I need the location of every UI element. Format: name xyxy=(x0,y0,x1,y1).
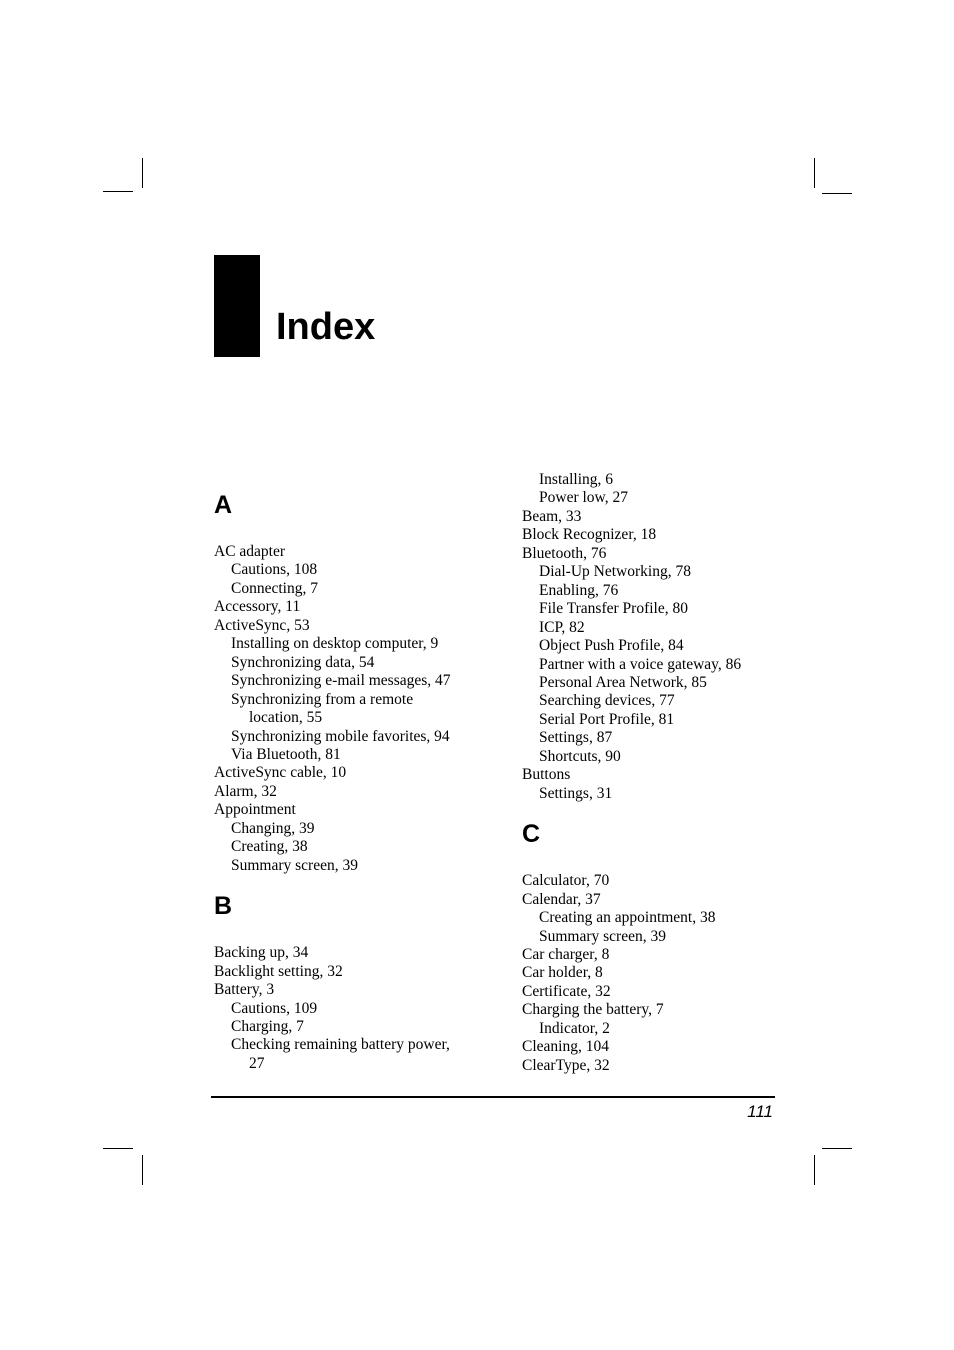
crop-mark xyxy=(142,1155,143,1185)
index-entry: Charging, 7 xyxy=(231,1017,304,1035)
index-entry: Accessory, 11 xyxy=(214,598,301,616)
index-entry: Searching devices, 77 xyxy=(539,692,675,710)
index-entry: Enabling, 76 xyxy=(539,581,619,599)
crop-mark xyxy=(814,158,815,188)
index-section xyxy=(522,819,812,1075)
index-entry: Summary screen, 39 xyxy=(231,856,358,874)
index-entry: Settings, 87 xyxy=(539,729,613,747)
index-column-left xyxy=(214,490,504,1089)
index-entry: Indicator, 2 xyxy=(539,1019,610,1037)
index-entry: Cautions, 108 xyxy=(231,561,318,579)
index-entry: Buttons xyxy=(522,766,571,784)
index-entry: location, 55 xyxy=(249,709,323,727)
index-entry: ICP, 82 xyxy=(539,618,585,636)
index-entry: Installing on desktop computer, 9 xyxy=(231,635,439,653)
index-entry: Via Bluetooth, 81 xyxy=(231,745,341,763)
crop-mark xyxy=(103,191,133,192)
index-entry: Object Push Profile, 84 xyxy=(539,637,684,655)
index-entry: Cautions, 109 xyxy=(231,999,318,1017)
chapter-marker-block xyxy=(214,255,260,357)
crop-mark xyxy=(822,1148,852,1149)
index-entry: Battery, 3 xyxy=(214,981,275,999)
index-entry: Car holder, 8 xyxy=(522,964,603,982)
index-entry: Synchronizing data, 54 xyxy=(231,653,375,671)
footer-rule xyxy=(211,1096,775,1098)
index-entry: Synchronizing from a remote xyxy=(231,690,414,708)
index-entry: Connecting, 7 xyxy=(231,579,318,597)
index-entry: ActiveSync cable, 10 xyxy=(214,764,347,782)
index-entry: Serial Port Profile, 81 xyxy=(539,710,675,728)
index-entry: Partner with a voice gateway, 86 xyxy=(539,655,742,673)
index-entry: Appointment xyxy=(214,801,296,819)
index-section xyxy=(214,490,504,875)
index-entry: Changing, 39 xyxy=(231,819,315,837)
index-entry: File Transfer Profile, 80 xyxy=(539,600,688,618)
index-entry: Calendar, 37 xyxy=(522,890,601,908)
section-letter: A xyxy=(214,491,233,519)
index-entry: Backlight setting, 32 xyxy=(214,962,343,980)
index-entry: Beam, 33 xyxy=(522,507,582,525)
crop-mark xyxy=(822,193,852,194)
index-entry: Cleaning, 104 xyxy=(522,1038,609,1056)
index-entry: ClearType, 32 xyxy=(522,1056,610,1074)
index-entry: Alarm, 32 xyxy=(214,782,277,800)
section-letter: B xyxy=(214,892,233,921)
index-entry: Synchronizing mobile favorites, 94 xyxy=(231,727,450,745)
index-entry: Installing, 6 xyxy=(539,471,614,488)
index-entry: Car charger, 8 xyxy=(522,945,610,963)
index-entry: Creating an appointment, 38 xyxy=(539,909,716,927)
crop-mark xyxy=(103,1148,133,1149)
index-entry: Charging the battery, 7 xyxy=(522,1001,664,1019)
index-section xyxy=(214,891,504,1073)
section-letter: C xyxy=(522,820,541,849)
index-entry: Bluetooth, 76 xyxy=(522,544,607,562)
index-entry: Settings, 31 xyxy=(539,784,613,802)
page-number: 111 xyxy=(747,1102,773,1121)
index-entry: Block Recognizer, 18 xyxy=(522,526,657,544)
index-entry: Checking remaining battery power, xyxy=(231,1036,450,1054)
index-entry: Power low, 27 xyxy=(539,489,628,507)
index-entry: Calculator, 70 xyxy=(522,872,610,890)
index-entry: Dial-Up Networking, 78 xyxy=(539,563,691,581)
index-entry: Certificate, 32 xyxy=(522,982,611,1000)
index-entry: Shortcuts, 90 xyxy=(539,747,621,765)
page-title: Index xyxy=(276,306,376,348)
index-column-right xyxy=(522,471,812,1091)
crop-mark xyxy=(814,1155,815,1185)
index-entry: Synchronizing e-mail messages, 47 xyxy=(231,672,451,690)
index-entry: Creating, 38 xyxy=(231,838,308,856)
index-section xyxy=(522,471,812,803)
index-entry: 27 xyxy=(249,1054,265,1072)
index-entry: AC adapter xyxy=(214,543,286,560)
index-entry: Backing up, 34 xyxy=(214,944,309,962)
crop-mark xyxy=(142,158,143,188)
index-entry: Personal Area Network, 85 xyxy=(539,673,707,691)
index-entry: Summary screen, 39 xyxy=(539,927,666,945)
index-entry: ActiveSync, 53 xyxy=(214,616,310,634)
